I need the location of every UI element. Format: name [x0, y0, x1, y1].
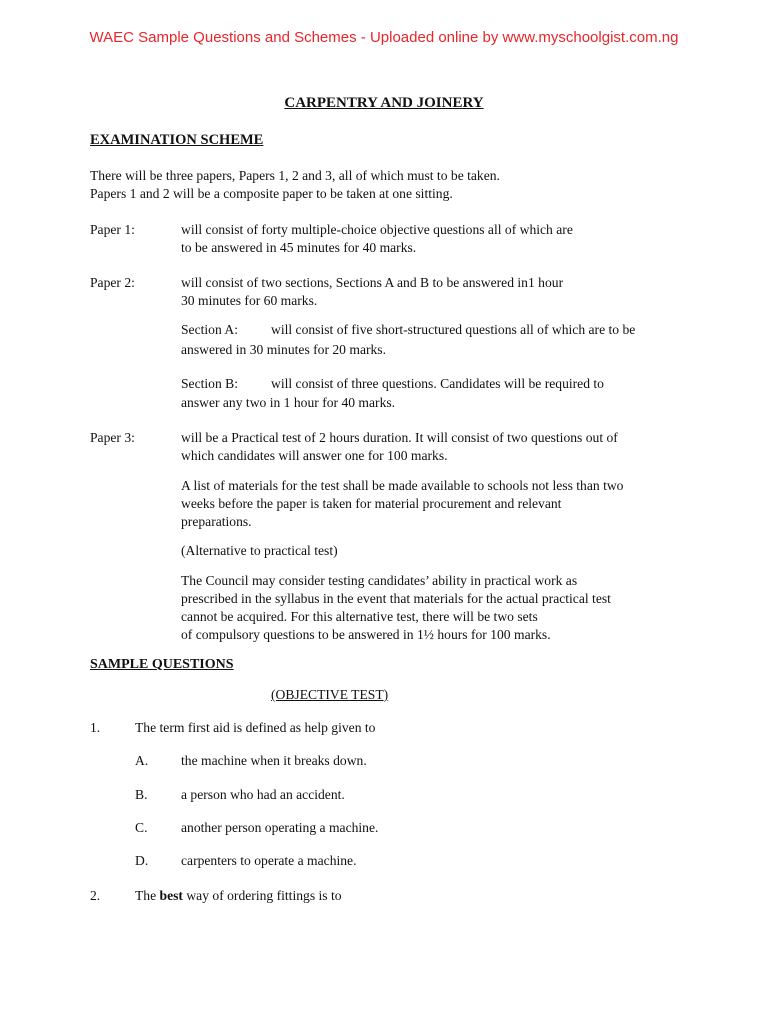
section-a-line-1: will consist of five short-structured questions all of which are to be: [271, 322, 636, 337]
question-1-number: 1.: [90, 720, 101, 735]
intro-line-1: There will be three papers, Papers 1, 2 and 3, all of which must to be taken.: [90, 168, 500, 183]
alternative-line-4: of compulsory questions to be answered in 1½ hours for 100 marks.: [181, 627, 551, 642]
option-d-letter: D.: [135, 853, 149, 868]
sample-questions-heading: SAMPLE QUESTIONS: [90, 657, 234, 672]
section-a-label: Section A:: [181, 322, 239, 337]
paper2-line-1: will consist of two sections, Sections A and B to be answered in1 hour: [181, 275, 564, 290]
option-a-text: the machine when it breaks down.: [181, 753, 367, 768]
alternative-heading: (Alternative to practical test): [181, 543, 338, 558]
alternative-line-2: prescribed in the syllabus in the event that materials for the actual practical test: [181, 591, 611, 606]
question-2-emphasis: best: [159, 888, 183, 903]
intro-line-2: Papers 1 and 2 will be a composite paper to be taken at one sitting.: [90, 186, 453, 201]
option-a-letter: A.: [135, 753, 149, 768]
option-c-letter: C.: [135, 820, 148, 835]
question-2-number: 2.: [90, 888, 101, 903]
paper1-label: Paper 1:: [90, 222, 135, 237]
scheme-heading: EXAMINATION SCHEME: [90, 132, 264, 148]
question-2-post: way of ordering fittings is to: [182, 888, 342, 903]
materials-line-1: A list of materials for the test shall be made available to schools not less than two: [181, 478, 624, 493]
question-2-pre: The: [135, 888, 160, 903]
option-b-letter: B.: [135, 787, 148, 802]
paper3-label: Paper 3:: [90, 430, 135, 445]
option-d-text: carpenters to operate a machine.: [181, 853, 357, 868]
source-banner: WAEC Sample Questions and Schemes - Uploaded online by www.myschoolgist.com.ng: [89, 29, 679, 46]
paper2-line-2: 30 minutes for 60 marks.: [181, 293, 318, 308]
question-2-text: [135, 887, 342, 905]
question-1-text: The term first aid is defined as help given to: [135, 720, 376, 735]
paper3-line-1: will be a Practical test of 2 hours duration. It will consist of two questions out of: [181, 430, 618, 445]
section-b-label: Section B:: [181, 376, 239, 391]
page-title: CARPENTRY AND JOINERY: [284, 95, 484, 111]
section-a-line-2: answered in 30 minutes for 20 marks.: [181, 342, 386, 357]
objective-test-heading: (OBJECTIVE TEST): [271, 687, 389, 702]
materials-line-2: weeks before the paper is taken for material procurement and relevant: [181, 496, 562, 511]
alternative-line-3: cannot be acquired. For this alternative test, there will be two sets: [181, 609, 538, 624]
option-c-text: another person operating a machine.: [181, 820, 379, 835]
paper3-line-2: which candidates will answer one for 100 marks.: [181, 448, 448, 463]
paper2-label: Paper 2:: [90, 275, 135, 290]
materials-line-3: preparations.: [181, 514, 252, 529]
section-b-line-2: answer any two in 1 hour for 40 marks.: [181, 395, 396, 410]
paper1-line-1: will consist of forty multiple-choice objective questions all of which are: [181, 222, 573, 237]
section-b-line-1: will consist of three questions. Candidates will be required to: [271, 376, 604, 391]
option-b-text: a person who had an accident.: [181, 787, 345, 802]
alternative-line-1: The Council may consider testing candidates’ ability in practical work as: [181, 573, 578, 588]
paper1-line-2: to be answered in 45 minutes for 40 marks.: [181, 240, 417, 255]
